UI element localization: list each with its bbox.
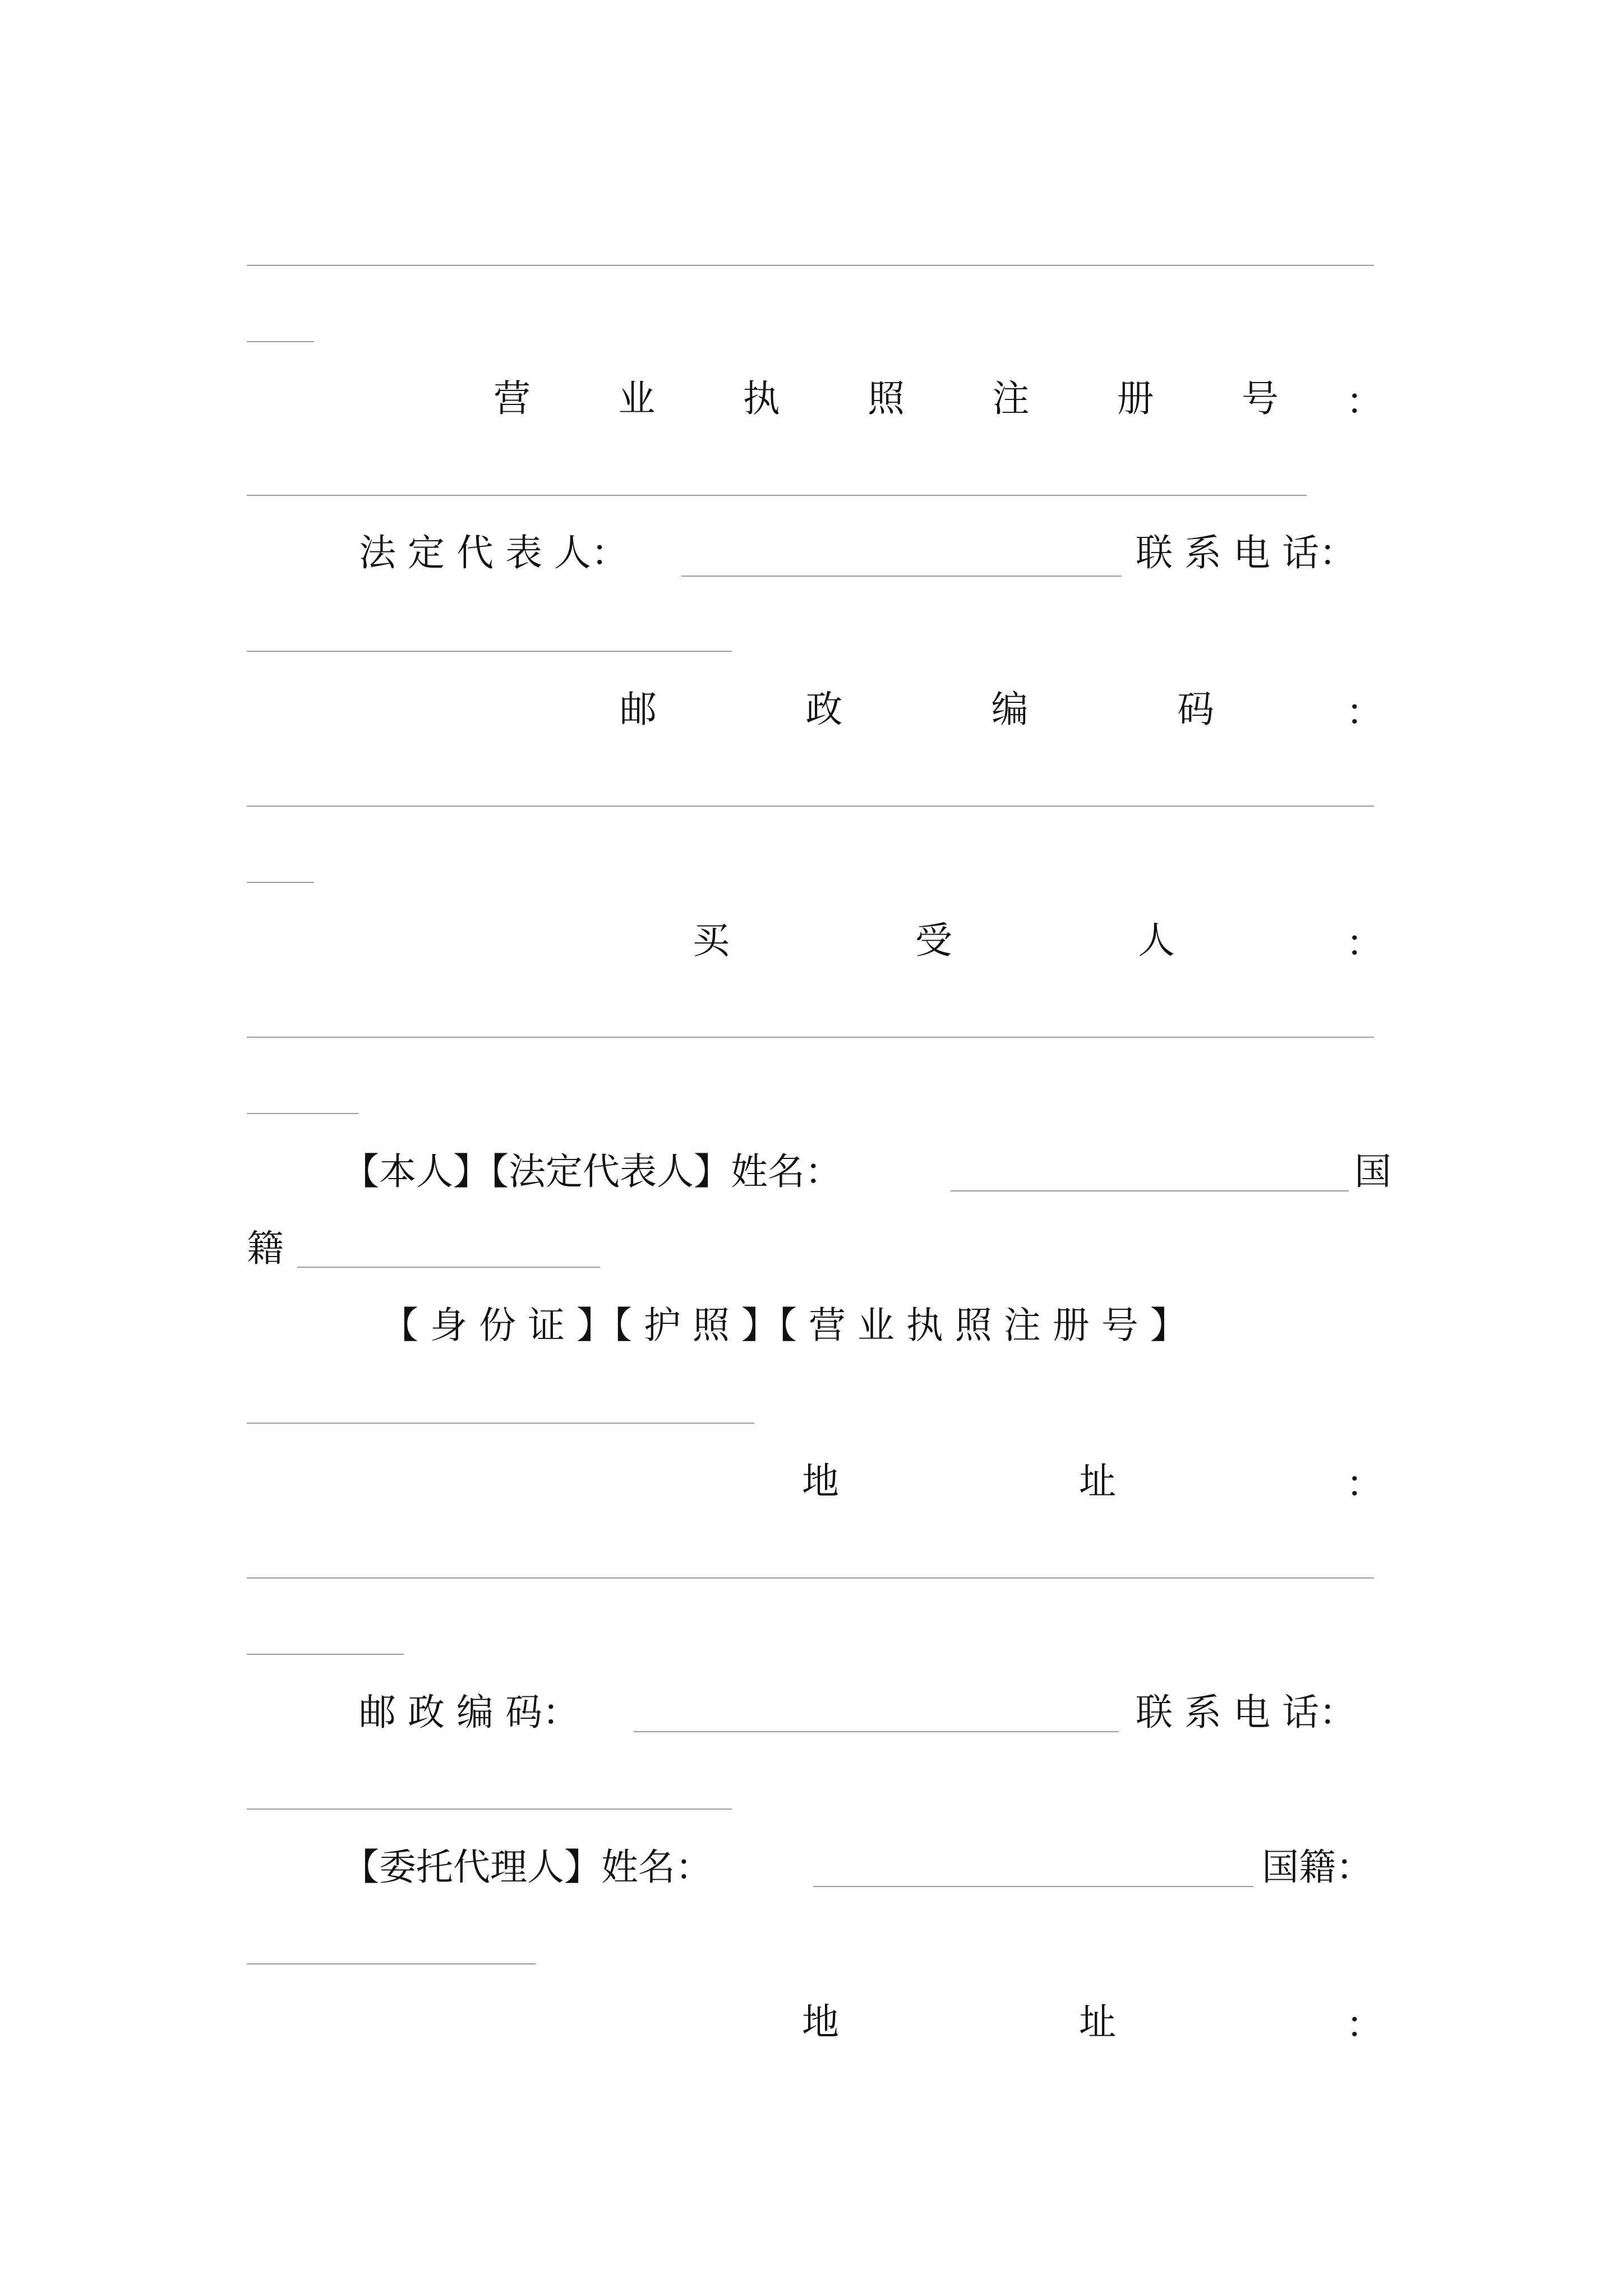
label-char: 册 <box>1117 377 1154 420</box>
buyer-id-number-blank[interactable] <box>247 1423 754 1424</box>
buyer-address-blank[interactable] <box>247 1577 1374 1579</box>
title-char: 人 <box>1138 919 1175 962</box>
buyer-blank[interactable] <box>247 1037 1374 1038</box>
label-char: 地 <box>802 2000 839 2044</box>
label-char: 政 <box>805 688 843 731</box>
buyer-name-label: 【本人】【法定代表人】姓名： <box>342 1150 842 1193</box>
buyer-address-label <box>802 1451 1116 1512</box>
title-char: 受 <box>915 919 952 962</box>
title-char: 买 <box>693 919 730 962</box>
seller-representative-blank[interactable] <box>681 576 1122 577</box>
seller-phone-label: 联 系 电 话： <box>1136 531 1356 574</box>
buyer-name-blank[interactable] <box>951 1190 1349 1191</box>
label-char: 码 <box>1177 688 1214 731</box>
buyer-phone-blank[interactable] <box>247 1809 732 1810</box>
buyer-nationality-label-part: 籍 <box>247 1227 284 1270</box>
buyer-nationality-label-part: 国 <box>1354 1150 1391 1193</box>
agent-name-label: 【委托代理人】姓名： <box>342 1846 712 1889</box>
agent-name-blank[interactable] <box>813 1886 1253 1887</box>
label-char: 址 <box>1079 1460 1116 1503</box>
label-char: 执 <box>743 377 780 420</box>
agent-nationality-label: 国籍： <box>1262 1846 1373 1889</box>
label-char: 号 <box>1241 377 1279 420</box>
blank-line-tail[interactable] <box>247 341 314 342</box>
colon: ： <box>1346 922 1383 965</box>
blank-line-tail[interactable] <box>247 1654 404 1655</box>
buyer-postcode-label: 邮 政 编 码： <box>359 1691 579 1734</box>
buyer-section-title <box>693 910 1175 972</box>
seller-registration-blank[interactable] <box>247 495 1307 496</box>
buyer-nationality-blank[interactable] <box>297 1267 600 1268</box>
buyer-phone-label: 联 系 电 话： <box>1136 1691 1356 1734</box>
agent-address-label <box>802 1991 1116 2053</box>
seller-registration-label <box>494 368 1279 430</box>
colon: ： <box>1346 380 1383 423</box>
label-char: 业 <box>618 377 656 420</box>
label-char: 照 <box>867 377 905 420</box>
label-char: 注 <box>992 377 1030 420</box>
seller-representative-label: 法 定 代 表 人： <box>359 531 628 574</box>
colon: ： <box>1346 1462 1383 1506</box>
seller-postcode-label <box>620 679 1214 740</box>
buyer-id-type-label: 【 身 份 证 】【 护 照 】【 营 业 执 照 注 册 号 】 <box>381 1304 1187 1347</box>
colon: ： <box>1346 691 1383 734</box>
blank-line-tail[interactable] <box>247 882 314 883</box>
label-char: 编 <box>991 688 1029 731</box>
label-char: 址 <box>1079 2000 1116 2044</box>
seller-phone-blank[interactable] <box>247 651 732 652</box>
agent-nationality-blank[interactable] <box>247 1963 536 1964</box>
label-char: 地 <box>802 1460 839 1503</box>
colon: ： <box>1346 2003 1383 2046</box>
buyer-postcode-blank[interactable] <box>634 1731 1119 1732</box>
blank-line-tail[interactable] <box>247 1113 359 1114</box>
label-char: 营 <box>494 377 531 420</box>
seller-postcode-blank[interactable] <box>247 806 1374 807</box>
blank-line[interactable] <box>247 265 1374 266</box>
label-char: 邮 <box>620 688 657 731</box>
